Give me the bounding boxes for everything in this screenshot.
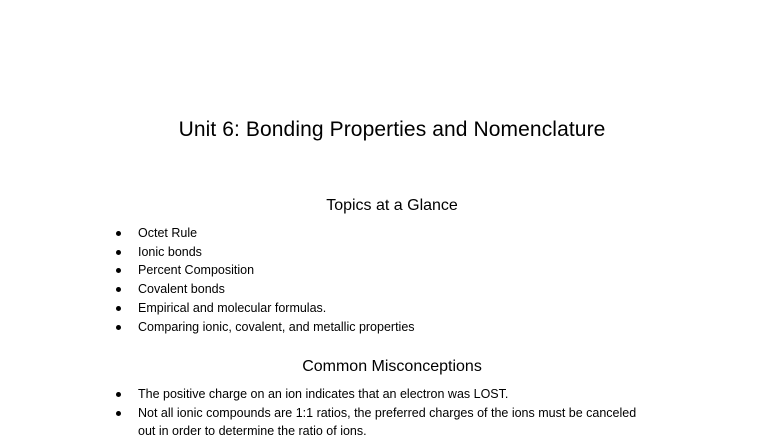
- list-item: [114, 299, 415, 318]
- list-item: [114, 280, 415, 299]
- list-item: [114, 385, 654, 404]
- bullet-icon: [116, 392, 121, 397]
- bullet-icon: [116, 325, 121, 330]
- bullet-icon: [116, 411, 121, 416]
- list-item-text: Octet Rule: [138, 226, 198, 240]
- bullet-icon: [116, 231, 121, 236]
- list-item-text: Comparing ionic, covalent, and metallic properties: [138, 319, 415, 334]
- misconceptions-list: [114, 385, 654, 441]
- list-item-text: Not all ionic compounds are 1:1 ratios, the preferred charges of the ions must be canceled out in order to determine the ratio of ions.: [138, 405, 637, 439]
- list-item-text: Ionic bonds: [138, 244, 202, 259]
- bullet-icon: [116, 306, 121, 311]
- list-item: [114, 318, 415, 337]
- list-item: [114, 261, 415, 280]
- list-item-text: Empirical and molecular formulas.: [138, 300, 327, 315]
- page-title: Unit 6: Bonding Properties and Nomenclature: [178, 118, 606, 141]
- list-item: [114, 404, 654, 441]
- list-item: [114, 224, 415, 243]
- list-item-text: The positive charge on an ion indicates that an electron was LOST.: [138, 387, 509, 401]
- bullet-icon: [116, 250, 121, 255]
- section-heading-misconceptions: Common Misconceptions: [302, 358, 482, 375]
- list-item-text: Covalent bonds: [138, 282, 225, 297]
- section-heading-topics: Topics at a Glance: [326, 197, 458, 214]
- topics-list: [114, 224, 415, 336]
- bullet-icon: [116, 268, 121, 273]
- bullet-icon: [116, 287, 121, 292]
- list-item: [114, 243, 415, 262]
- list-item-text: Percent Composition: [138, 263, 255, 278]
